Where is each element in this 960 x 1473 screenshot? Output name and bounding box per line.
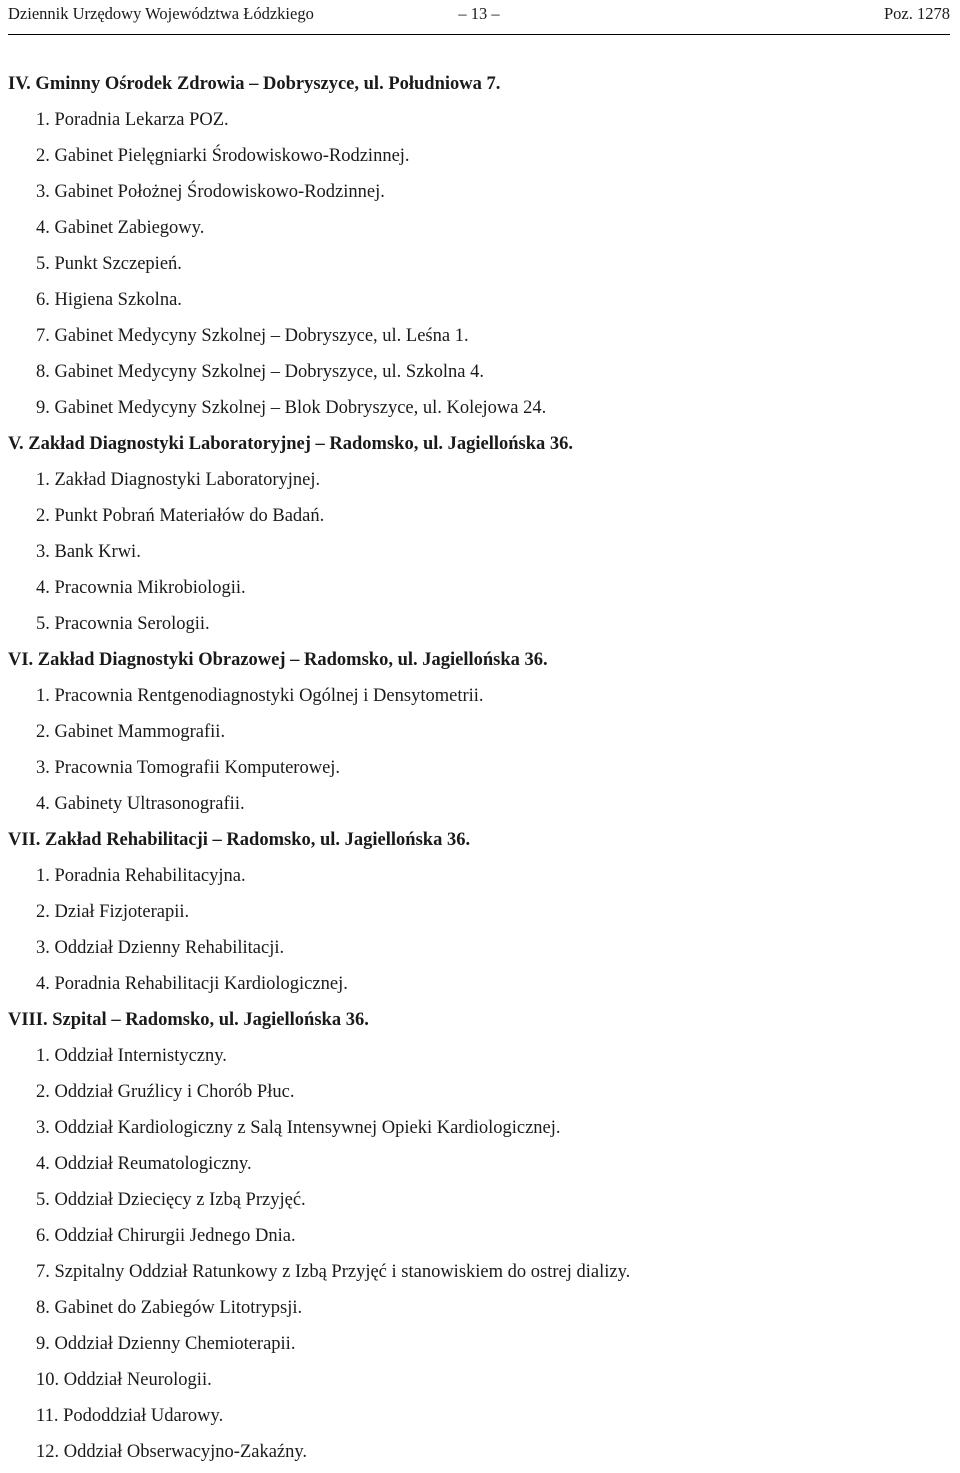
page-header [8, 0, 950, 35]
section-heading: V. Zakład Diagnostyki Laboratoryjnej – Radomsko, ul. Jagiellońska 36. [8, 434, 574, 454]
list-item: 1. Pracownia Rentgenodiagnostyki Ogólnej i Densytometrii. [36, 686, 484, 706]
section-heading: VII. Zakład Rehabilitacji – Radomsko, ul. Jagiellońska 36. [8, 830, 471, 850]
list-item: 4. Gabinety Ultrasonografii. [36, 794, 245, 814]
section [8, 66, 950, 426]
section [8, 642, 950, 822]
list-item: 1. Poradnia Rehabilitacyjna. [36, 866, 246, 886]
list-item: 9. Oddział Dzienny Chemioterapii. [36, 1334, 296, 1354]
list-item: 11. Pododdział Udarowy. [36, 1406, 224, 1426]
list-item: 9. Gabinet Medycyny Szkolnej – Blok Dobryszyce, ul. Kolejowa 24. [36, 398, 547, 418]
list-item: 7. Szpitalny Oddział Ratunkowy z Izbą Przyjęć i stanowiskiem do ostrej dializy. [36, 1262, 631, 1282]
list-item: 3. Gabinet Położnej Środowiskowo-Rodzinnej. [36, 182, 385, 202]
list-item: 3. Pracownia Tomografii Komputerowej. [36, 758, 341, 778]
section [8, 426, 950, 642]
list-item: 2. Oddział Gruźlicy i Chorób Płuc. [36, 1082, 295, 1102]
list-item: 4. Pracownia Mikrobiologii. [36, 578, 246, 598]
list-item: 2. Gabinet Pielęgniarki Środowiskowo-Rodzinnej. [36, 146, 410, 166]
section-heading: VI. Zakład Diagnostyki Obrazowej – Radomsko, ul. Jagiellońska 36. [8, 650, 548, 670]
list-item: 1. Zakład Diagnostyki Laboratoryjnej. [36, 470, 321, 490]
page-number: – 13 – [458, 4, 500, 23]
list-item: 8. Gabinet do Zabiegów Litotrypsji. [36, 1298, 303, 1318]
list-item: 10. Oddział Neurologii. [36, 1370, 212, 1390]
list-item: 3. Oddział Kardiologiczny z Salą Intensywnej Opieki Kardiologicznej. [36, 1118, 561, 1138]
list-item: 12. Oddział Obserwacyjno-Zakaźny. [36, 1442, 308, 1462]
list-item: 4. Gabinet Zabiegowy. [36, 218, 205, 238]
list-item: 6. Oddział Chirurgii Jednego Dnia. [36, 1226, 296, 1246]
section [8, 1002, 950, 1470]
list-item: 8. Gabinet Medycyny Szkolnej – Dobryszyce, ul. Szkolna 4. [36, 362, 485, 382]
list-item: 6. Higiena Szkolna. [36, 290, 182, 310]
position-number: Poz. 1278 [884, 4, 950, 23]
list-item: 5. Pracownia Serologii. [36, 614, 210, 634]
list-item: 3. Oddział Dzienny Rehabilitacji. [36, 938, 285, 958]
document-body [8, 66, 950, 1470]
list-item: 7. Gabinet Medycyny Szkolnej – Dobryszyce, ul. Leśna 1. [36, 326, 469, 346]
list-item: 5. Punkt Szczepień. [36, 254, 182, 274]
section-heading: IV. Gminny Ośrodek Zdrowia – Dobryszyce, ul. Południowa 7. [8, 74, 501, 94]
list-item: 3. Bank Krwi. [36, 542, 141, 562]
list-item: 2. Punkt Pobrań Materiałów do Badań. [36, 506, 325, 526]
section-heading: VIII. Szpital – Radomsko, ul. Jagiellońska 36. [8, 1010, 369, 1030]
section [8, 822, 950, 1002]
list-item: 4. Poradnia Rehabilitacji Kardiologicznej. [36, 974, 348, 994]
journal-title: Dziennik Urzędowy Województwa Łódzkiego [8, 4, 314, 23]
list-item: 1. Oddział Internistyczny. [36, 1046, 227, 1066]
list-item: 4. Oddział Reumatologiczny. [36, 1154, 252, 1174]
list-item: 2. Gabinet Mammografii. [36, 722, 226, 742]
list-item: 1. Poradnia Lekarza POZ. [36, 110, 229, 130]
list-item: 5. Oddział Dziecięcy z Izbą Przyjęć. [36, 1190, 306, 1210]
list-item: 2. Dział Fizjoterapii. [36, 902, 190, 922]
